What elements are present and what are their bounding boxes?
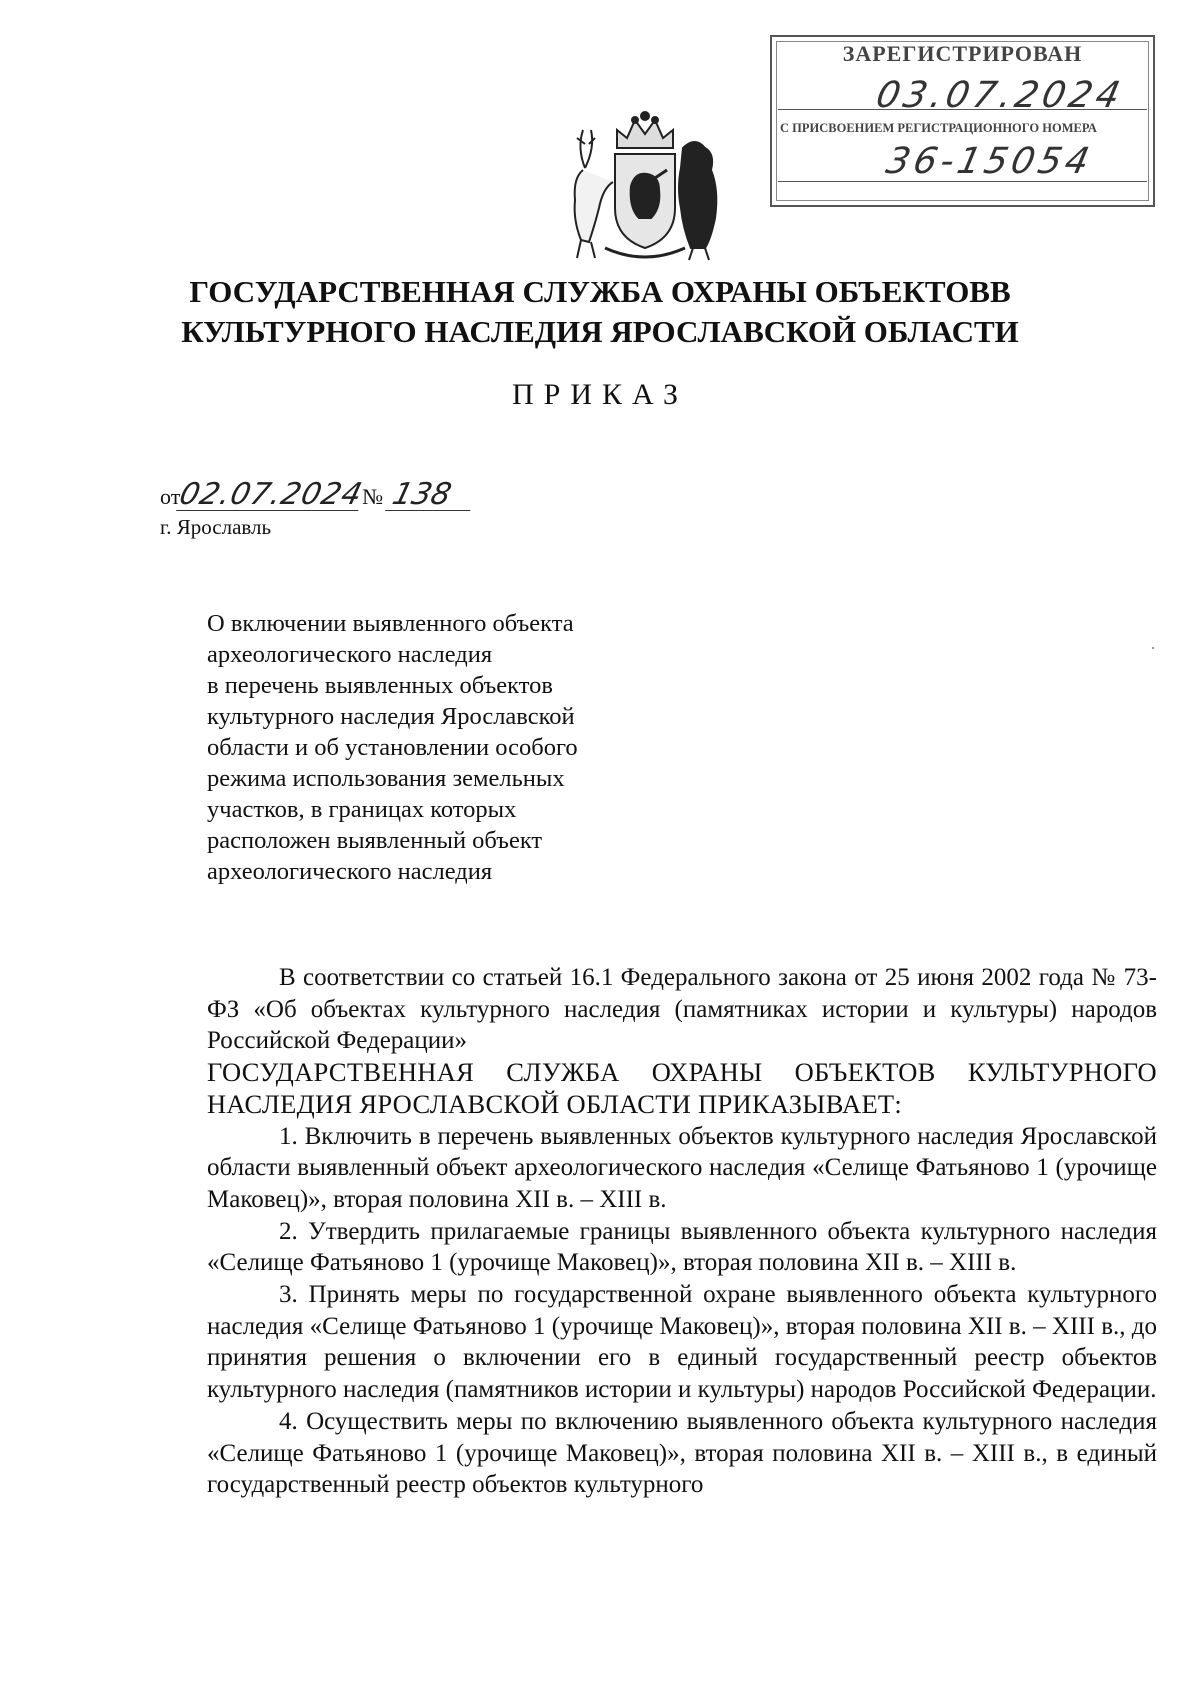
stamp-title: ЗАРЕГИСТРИРОВАН [842,41,1083,66]
stamp-handwritten-number: 36-15054 [882,141,1097,182]
subject-line: режима использования земельных [207,765,565,792]
order-body [207,962,1157,1501]
yaroslavl-coat-of-arms-icon [555,108,735,268]
preamble-paragraph: В соответствии со статьей 16.1 Федерального закона от 25 июня 2002 года № 73-ФЗ «Об объектах культурного наследия (памятниках истории и культуры) народов Российской Федерации» [207,964,1157,1055]
handwritten-order-date: 02.07.2024 [176,477,367,512]
order-item-1: 1. Включить в перечень выявленных объектов культурного наследия Ярославской области выявленный объект археологического наследия «Селище Фатьяново 1 (урочище Маковец)», вторая половина XII в. – XIII в. [207,1122,1157,1213]
stamp-subtitle: С ПРИСВОЕНИЕМ РЕГИСТРАЦИОННОГО НОМЕРА [780,121,1097,135]
subject-line: расположен выявленный объект [207,827,543,854]
resolution-heading: ГОСУДАРСТВЕННАЯ СЛУЖБА ОХРАНЫ ОБЪЕКТОВ КУЛЬТУРНОГО НАСЛЕДИЯ ЯРОСЛАВСКОЙ ОБЛАСТИ ПРИКАЗЫВАЕТ: [207,1057,1157,1119]
date-prefix: от [160,484,181,509]
order-date-number [160,477,474,512]
agency-name-line-2: КУЛЬТУРНОГО НАСЛЕДИЯ ЯРОСЛАВСКОЙ ОБЛАСТИ [181,314,1019,349]
subject-line: О включении выявленного объекта [207,610,574,637]
city: г. Ярославль [160,515,272,539]
document-type: ПРИКАЗ [512,378,688,411]
subject-line: участков, в границах которых [207,796,517,823]
order-item-3: 3. Принять меры по государственной охране выявленного объекта культурного наследия «Селище Фатьяново 1 (урочище Маковец)», вторая половина XII в. – XIII в., до принятия решения о включении его в единый государственный реестр объектов культурного наследия (памятников истории и культуры) народов Российской Федерации. [207,1281,1157,1404]
subject-line: области и об установлении особого [207,734,578,761]
agency-name-line-1: ГОСУДАРСТВЕННАЯ СЛУЖБА ОХРАНЫ ОБЪЕКТОВВ [189,274,1011,309]
subject-line: культурного наследия Ярославской [207,703,575,730]
subject-line: археологического наследия [207,641,493,668]
subject-line: археологического наследия [207,858,493,885]
agency-name [120,272,1080,352]
subject-line: в перечень выявленных объектов [207,672,553,699]
registration-stamp [770,35,1155,207]
order-subject [207,608,667,887]
stamp-divider [778,181,1147,182]
stamp-handwritten-date: 03.07.2024 [872,75,1128,116]
number-prefix: № [362,484,384,509]
order-item-2: 2. Утвердить прилагаемые границы выявленного объекта культурного наследия «Селище Фатьяново 1 (урочище Маковец)», вторая половина XII в. – XIII в. [207,1217,1157,1277]
stamp-divider [778,109,1147,110]
handwritten-order-number: 138 [385,480,478,511]
scan-speck [1152,647,1154,649]
order-item-4: 4. Осуществить меры по включению выявленного объекта культурного наследия «Селище Фатьяново 1 (урочище Маковец)», вторая половина XII в. – XIII в., в единый государственный реестр объектов культурного [207,1407,1157,1499]
